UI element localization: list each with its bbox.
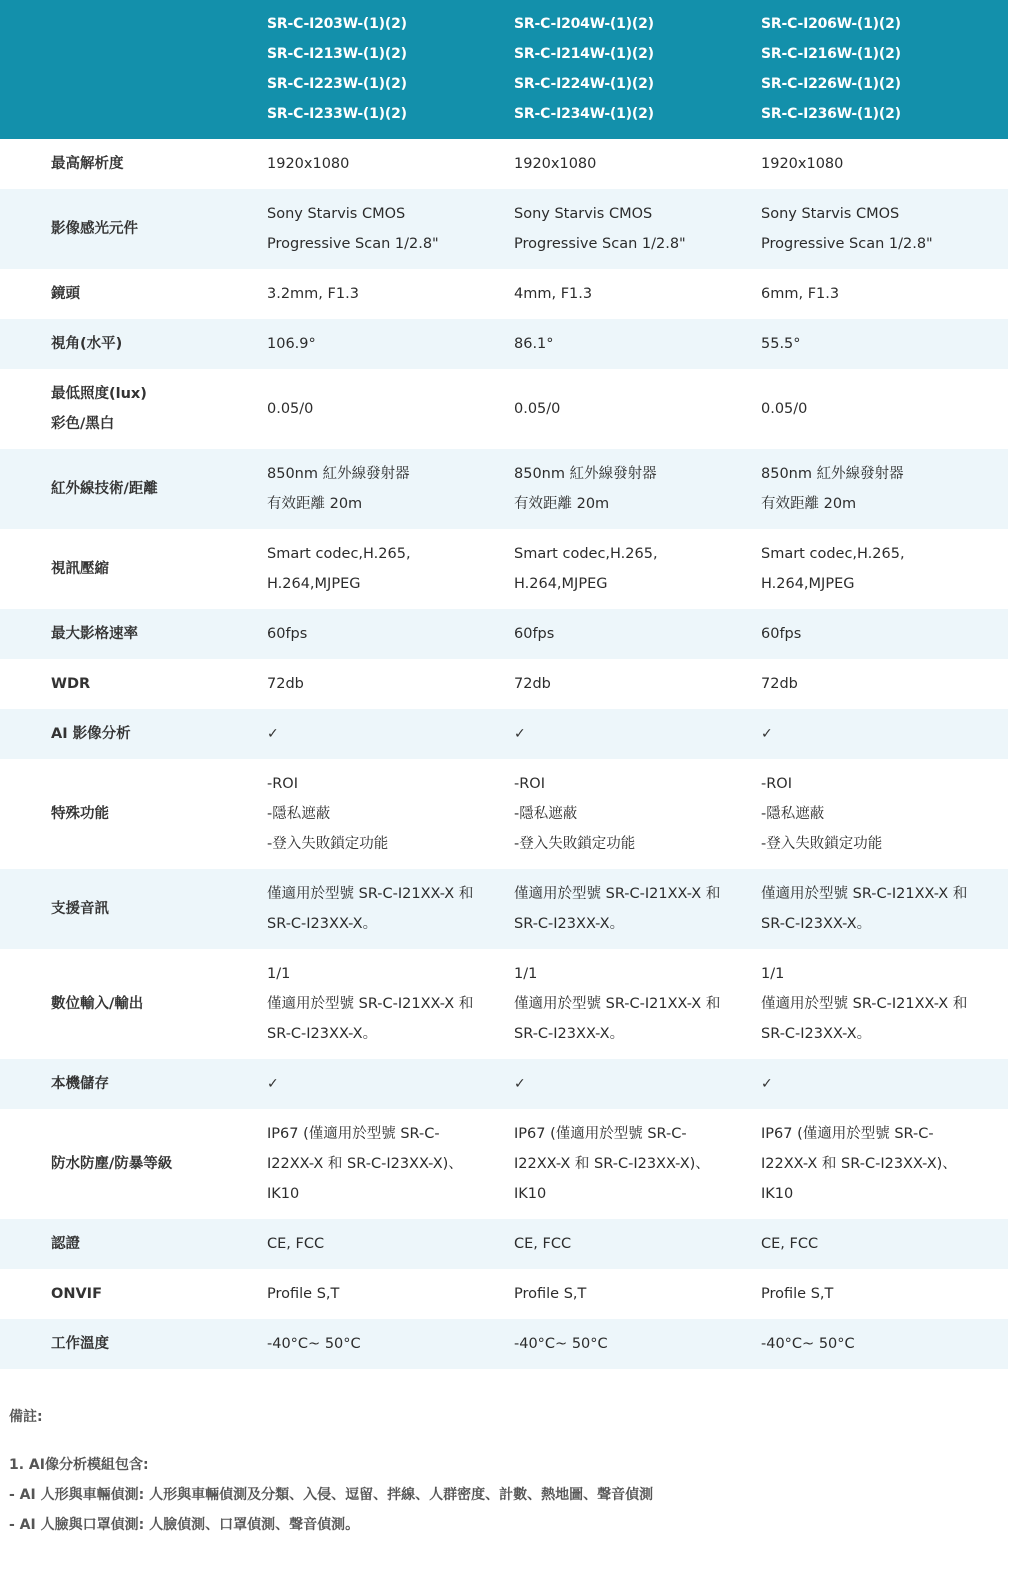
spec-row [0,369,1008,449]
spec-value: Smart codec,H.265, [267,546,411,562]
spec-value: Profile S,T [267,1286,340,1302]
spec-value-cell [514,449,761,529]
checkmark-icon: ✓ [267,726,279,742]
spec-value: 850nm 紅外線發射器 [267,466,410,482]
spec-value: -登入失敗鎖定功能 [761,836,883,852]
spec-value: CE, FCC [267,1236,325,1252]
spec-value-cell [514,319,761,369]
spec-value: I22XX-X 和 SR-C-I23XX-X)、 [514,1156,710,1172]
model-name: SR-C-I223W-(1)(2) [267,76,407,92]
model-column-2 [514,0,761,139]
spec-value-cell [266,319,514,369]
spec-value: IP67 (僅適用於型號 SR-C- [267,1126,440,1142]
checkmark-icon: ✓ [267,1076,279,1092]
notes-title: 備註: [9,1409,43,1425]
spec-label [0,319,266,369]
spec-rows [0,139,1008,1369]
spec-value-cell [266,1109,514,1219]
spec-value: IK10 [514,1186,547,1202]
spec-value-cell [514,1059,761,1109]
spec-value: Smart codec,H.265, [761,546,905,562]
spec-label [0,659,266,709]
spec-label [0,869,266,949]
spec-row [0,1269,1008,1319]
spec-label [0,1219,266,1269]
spec-value: 60fps [514,626,555,642]
spec-value: 6mm, F1.3 [761,286,840,302]
spec-value-cell [266,1059,514,1109]
spec-value: 有效距離 20m [267,496,363,512]
spec-value-cell [514,1319,761,1369]
spec-value-cell [761,1269,1008,1319]
spec-value-cell [761,369,1008,449]
note-line: - AI 人臉與口罩偵測: 人臉偵測、口罩偵測、聲音偵測。 [9,1517,360,1533]
spec-row [0,189,1008,269]
model-name: SR-C-I236W-(1)(2) [761,106,901,122]
spec-value-cell [514,709,761,759]
spec-row [0,759,1008,869]
checkmark-icon: ✓ [514,726,526,742]
spec-value: 106.9° [267,336,316,352]
spec-label-text: 特殊功能 [51,806,109,822]
spec-label-text: 最高解析度 [51,156,124,172]
spec-value: CE, FCC [761,1236,819,1252]
spec-value: IP67 (僅適用於型號 SR-C- [514,1126,687,1142]
spec-value-cell [266,709,514,759]
spec-value: 1/1 [514,966,538,982]
spec-label-text: 認證 [51,1236,80,1252]
spec-value-cell [514,1109,761,1219]
spec-value: -ROI [514,776,545,792]
spec-value: 僅適用於型號 SR-C-I21XX-X 和 [514,886,721,902]
spec-label [0,139,266,189]
spec-value: 60fps [761,626,802,642]
spec-value-cell [266,1269,514,1319]
spec-value: 僅適用於型號 SR-C-I21XX-X 和 [514,996,721,1012]
spec-label-text: 視角(水平) [51,336,123,352]
spec-value-cell [266,869,514,949]
spec-label [0,1109,266,1219]
spec-value: 1/1 [267,966,291,982]
spec-row [0,1109,1008,1219]
spec-value: 0.05/0 [514,401,561,417]
spec-value: Smart codec,H.265, [514,546,658,562]
spec-value: 86.1° [514,336,554,352]
spec-label-text: AI 影像分析 [51,726,131,742]
spec-value-cell [761,659,1008,709]
spec-value: 850nm 紅外線發射器 [514,466,657,482]
spec-value-cell [761,1109,1008,1219]
checkmark-icon: ✓ [761,1076,773,1092]
spec-label-text: 最大影格速率 [51,626,138,642]
spec-value-cell [761,709,1008,759]
spec-value-cell [761,529,1008,609]
spec-value: I22XX-X 和 SR-C-I23XX-X)、 [761,1156,957,1172]
spec-label [0,1269,266,1319]
spec-label-text: 紅外線技術/距離 [51,481,158,497]
spec-value-cell [514,189,761,269]
spec-label-text: 鏡頭 [51,286,80,302]
spec-value-cell [761,949,1008,1059]
spec-value: H.264,MJPEG [761,576,855,592]
spec-value-cell [761,139,1008,189]
spec-label-text: WDR [51,676,91,692]
spec-value-cell [514,529,761,609]
spec-value-cell [266,949,514,1059]
spec-value: 有效距離 20m [514,496,610,512]
spec-value: Sony Starvis CMOS [761,206,900,222]
model-name: SR-C-I203W-(1)(2) [267,16,407,32]
model-name: SR-C-I216W-(1)(2) [761,46,901,62]
spec-label [0,1059,266,1109]
model-name: SR-C-I213W-(1)(2) [267,46,407,62]
spec-value: IK10 [267,1186,300,1202]
spec-value-cell [514,369,761,449]
spec-value: Sony Starvis CMOS [267,206,406,222]
model-name: SR-C-I234W-(1)(2) [514,106,654,122]
spec-row [0,659,1008,709]
spec-label [0,449,266,529]
spec-value: H.264,MJPEG [514,576,608,592]
spec-value: Profile S,T [514,1286,587,1302]
model-name: SR-C-I226W-(1)(2) [761,76,901,92]
spec-value: 4mm, F1.3 [514,286,593,302]
spec-label-text: 防水防塵/防暴等級 [51,1156,173,1172]
spec-value: 1920x1080 [514,156,597,172]
spec-value-cell [266,529,514,609]
spec-value-cell [514,1269,761,1319]
spec-value-cell [761,319,1008,369]
spec-row [0,139,1008,189]
spec-value-cell [761,1059,1008,1109]
note-line: - AI 人形與車輛偵測: 人形與車輛偵測及分類、入侵、逗留、拌線、人群密度、計數、熱地圖、聲音偵測 [9,1487,654,1503]
spec-label-text: ONVIF [51,1286,102,1302]
spec-value: 55.5° [761,336,801,352]
spec-value-cell [761,609,1008,659]
spec-value: Progressive Scan 1/2.8" [267,236,439,252]
checkmark-icon: ✓ [761,726,773,742]
spec-value: IP67 (僅適用於型號 SR-C- [761,1126,934,1142]
spec-value: 僅適用於型號 SR-C-I21XX-X 和 [267,996,474,1012]
spec-row [0,949,1008,1059]
spec-label-text: 視訊壓縮 [51,561,109,577]
model-header-row [0,0,1008,139]
spec-row [0,319,1008,369]
spec-label [0,369,266,449]
spec-value-cell [514,269,761,319]
spec-value: -登入失敗鎖定功能 [514,836,636,852]
note-line: 1. AI像分析模組包含: [9,1457,149,1473]
spec-value: 僅適用於型號 SR-C-I21XX-X 和 [761,996,968,1012]
spec-value: -40°C~ 50°C [267,1336,361,1352]
spec-label [0,709,266,759]
spec-label-text: 最低照度(lux) [51,386,147,402]
spec-value: 60fps [267,626,308,642]
spec-value: 0.05/0 [761,401,808,417]
spec-value-cell [761,269,1008,319]
spec-label [0,949,266,1059]
spec-value-cell [266,139,514,189]
spec-value: H.264,MJPEG [267,576,361,592]
spec-value: SR-C-I23XX-X。 [267,1026,378,1042]
spec-value: 72db [761,676,798,692]
spec-label-text: 彩色/黑白 [51,416,115,432]
spec-value: -ROI [761,776,792,792]
spec-value-cell [266,609,514,659]
checkmark-icon: ✓ [514,1076,526,1092]
spec-value-cell [514,759,761,869]
spec-value: -ROI [267,776,298,792]
spec-row [0,1319,1008,1369]
spec-value-cell [514,609,761,659]
spec-label [0,269,266,319]
spec-value: 3.2mm, F1.3 [267,286,359,302]
spec-label [0,529,266,609]
spec-value: -40°C~ 50°C [761,1336,855,1352]
spec-value: SR-C-I23XX-X。 [514,916,625,932]
spec-value-cell [761,189,1008,269]
spec-value: 1920x1080 [267,156,350,172]
spec-value: Profile S,T [761,1286,834,1302]
spec-label [0,189,266,269]
spec-value-cell [266,449,514,529]
spec-value: 有效距離 20m [761,496,857,512]
spec-value: Progressive Scan 1/2.8" [761,236,933,252]
spec-row [0,1219,1008,1269]
spec-value: Sony Starvis CMOS [514,206,653,222]
spec-value: -隱私遮蔽 [514,806,578,822]
spec-value: -隱私遮蔽 [761,806,825,822]
spec-value-cell [761,1219,1008,1269]
spec-value-cell [761,869,1008,949]
model-name: SR-C-I206W-(1)(2) [761,16,901,32]
spec-value: Progressive Scan 1/2.8" [514,236,686,252]
spec-value-cell [514,869,761,949]
model-column-1 [266,0,514,139]
spec-value-cell [761,759,1008,869]
spec-value-cell [266,1219,514,1269]
spec-row [0,529,1008,609]
spec-value: I22XX-X 和 SR-C-I23XX-X)、 [267,1156,463,1172]
spec-value: -40°C~ 50°C [514,1336,608,1352]
spec-value: -登入失敗鎖定功能 [267,836,389,852]
spec-label [0,609,266,659]
spec-row [0,1059,1008,1109]
spec-value: IK10 [761,1186,794,1202]
spec-value: 850nm 紅外線發射器 [761,466,904,482]
spec-value: SR-C-I23XX-X。 [761,1026,872,1042]
spec-row [0,609,1008,659]
spec-value-cell [514,139,761,189]
spec-value: -隱私遮蔽 [267,806,331,822]
model-column-3 [761,0,1008,139]
spec-label-text: 影像感光元件 [51,221,138,237]
spec-value-cell [761,1319,1008,1369]
spec-value: 1/1 [761,966,785,982]
model-name: SR-C-I214W-(1)(2) [514,46,654,62]
spec-value: 1920x1080 [761,156,844,172]
spec-label-text: 支援音訊 [51,901,109,917]
spec-value-cell [266,189,514,269]
header-empty-cell [0,0,266,139]
model-name: SR-C-I224W-(1)(2) [514,76,654,92]
spec-label-text: 工作溫度 [51,1336,109,1352]
spec-row [0,709,1008,759]
spec-value: SR-C-I23XX-X。 [761,916,872,932]
spec-value-cell [514,949,761,1059]
spec-label [0,1319,266,1369]
spec-value-cell [266,659,514,709]
spec-value-cell [266,269,514,319]
spec-value: 72db [514,676,551,692]
spec-value: 僅適用於型號 SR-C-I21XX-X 和 [761,886,968,902]
spec-label-text: 數位輸入/輸出 [51,996,144,1012]
spec-value-cell [514,659,761,709]
spec-value-cell [514,1219,761,1269]
model-name: SR-C-I233W-(1)(2) [267,106,407,122]
spec-value: 72db [267,676,304,692]
spec-value-cell [266,759,514,869]
spec-value: 0.05/0 [267,401,314,417]
spec-value: SR-C-I23XX-X。 [267,916,378,932]
model-name: SR-C-I204W-(1)(2) [514,16,654,32]
spec-value-cell [761,449,1008,529]
spec-row [0,269,1008,319]
spec-row [0,449,1008,529]
spec-value: SR-C-I23XX-X。 [514,1026,625,1042]
spec-value-cell [266,1319,514,1369]
spec-label-text: 本機儲存 [51,1076,109,1092]
notes-section [9,1406,653,1540]
spec-value: CE, FCC [514,1236,572,1252]
spec-label [0,759,266,869]
spec-row [0,869,1008,949]
spec-value-cell [266,369,514,449]
spec-value: 僅適用於型號 SR-C-I21XX-X 和 [267,886,474,902]
